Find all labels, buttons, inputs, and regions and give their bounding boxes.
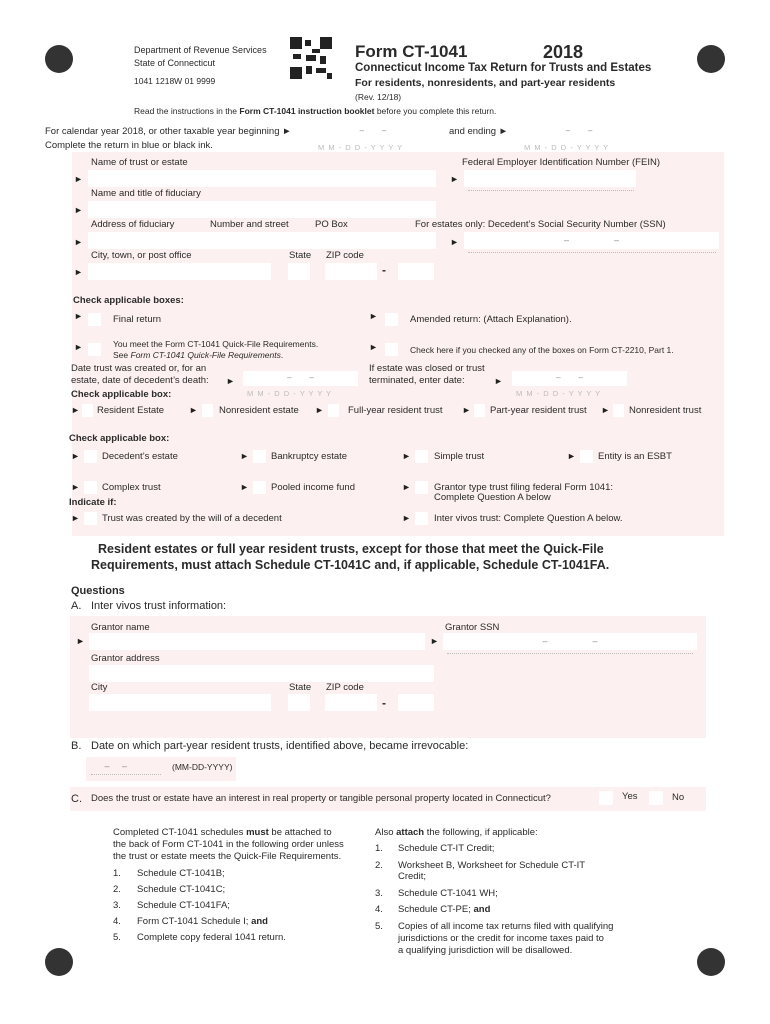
question-c-text: Does the trust or estate have an interest in real property or tangible personal property located in Connecticut?	[91, 793, 551, 804]
attach-left-item: Schedule CT-1041B;	[137, 868, 225, 879]
question-c-letter: C.	[71, 793, 82, 805]
date-created-placeholder: M M - D D - Y Y Y Y	[247, 389, 333, 398]
number-street-label: Number and street	[210, 219, 289, 230]
bankruptcy-estate-checkbox[interactable]	[253, 450, 266, 463]
attach-right-item: Worksheet B, Worksheet for Schedule CT-IT	[398, 860, 586, 871]
date-created-label-2: estate, date of decedent’s death:	[71, 375, 209, 386]
decedents-estate-checkbox[interactable]	[84, 450, 97, 463]
question-c-no-label: No	[672, 792, 685, 803]
calendar-year-label: For calendar year 2018, or other taxable year beginning ►	[45, 126, 292, 137]
registration-mark-top-right	[697, 45, 725, 73]
date-closed-placeholder: M M - D D - Y Y Y Y	[516, 389, 602, 398]
irrevocable-date-dots	[91, 774, 161, 775]
question-a-letter: A.	[71, 600, 82, 612]
arrow-icon: ►	[430, 636, 439, 646]
ssn-label: For estates only: Decedent’s Social Security Number (SSN)	[415, 219, 666, 230]
attach-left-item: Schedule CT-1041C;	[137, 884, 226, 895]
attach-left-num: 1.	[113, 868, 121, 879]
arrow-icon: ►	[240, 482, 249, 492]
pooled-income-label: Pooled income fund	[271, 482, 355, 493]
final-return-label: Final return	[113, 314, 162, 325]
state-input[interactable]	[288, 263, 310, 280]
arrow-icon: ►	[74, 174, 83, 184]
attach-right-item: Schedule CT-1041 WH;	[398, 888, 498, 899]
attach-left-num: 2.	[113, 884, 121, 895]
period-begin-placeholder: M M - D D - Y Y Y Y	[318, 143, 404, 152]
form-subtitle-2: For residents, nonresidents, and part-year residents	[355, 77, 616, 89]
form-subtitle: Connecticut Income Tax Return for Trusts and Estates	[355, 62, 652, 74]
po-box-label: PO Box	[315, 219, 348, 230]
city-label: City, town, or post office	[91, 250, 192, 261]
ssn-input[interactable]: – –	[464, 232, 719, 249]
indicate-if-heading: Indicate if:	[69, 497, 117, 508]
arrow-icon: ►	[369, 342, 378, 352]
final-return-checkbox[interactable]	[88, 313, 101, 326]
registration-mark-top-left	[45, 45, 73, 73]
arrow-icon: ►	[402, 451, 411, 461]
attach-left-item: Schedule CT-1041FA;	[137, 900, 230, 911]
arrow-icon: ►	[601, 405, 610, 415]
attach-right-num: 5.	[375, 921, 383, 932]
grantor-ssn-input[interactable]: – –	[443, 633, 697, 650]
grantor-state-label: State	[289, 682, 312, 693]
dept-name: Department of Revenue Services	[134, 45, 267, 55]
zip-label: ZIP code	[326, 250, 364, 261]
registration-mark-bottom-right	[697, 948, 725, 976]
grantor-zip-dash: -	[382, 696, 386, 710]
quick-file-see: See Form CT-1041 Quick-File Requirements.	[113, 350, 284, 360]
check-box-heading-3: Check applicable box:	[69, 433, 170, 444]
ct2210-label: Check here if you checked any of the boxes on Form CT-2210, Part 1.	[410, 345, 674, 355]
address-input[interactable]	[88, 232, 436, 249]
irrevocable-date-input[interactable]: – –	[104, 761, 128, 771]
nonresident-estate-checkbox[interactable]	[202, 404, 213, 417]
arrow-icon: ►	[240, 451, 249, 461]
pooled-income-checkbox[interactable]	[253, 481, 266, 494]
full-year-trust-checkbox[interactable]	[328, 404, 339, 417]
grantor-city-input[interactable]	[89, 694, 271, 711]
irrevocable-date-format: (MM-DD-YYYY)	[172, 762, 233, 772]
inter-vivos-checkbox[interactable]	[415, 512, 428, 525]
arrow-icon: ►	[76, 636, 85, 646]
attach-right-intro: Also attach the following, if applicable:	[375, 827, 538, 838]
attach-right-item: Schedule CT-PE; and	[398, 904, 491, 915]
arrow-icon: ►	[462, 405, 471, 415]
question-b-text: Date on which part-year resident trusts, identified above, became irrevocable:	[91, 740, 469, 752]
attach-left-num: 5.	[113, 932, 121, 943]
grantor-ssn-dots	[447, 653, 693, 654]
grantor-name-label: Grantor name	[91, 622, 150, 633]
notice-line-1: Resident estates or full year resident trusts, except for those that meet the Quick-File	[98, 542, 604, 556]
date-created-input[interactable]: – –	[243, 371, 358, 386]
fiduciary-input[interactable]	[88, 201, 436, 218]
full-year-trust-label: Full-year resident trust	[348, 405, 443, 416]
attach-left-intro-1: Completed CT-1041 schedules must be attached to	[113, 827, 332, 838]
trust-name-label: Name of trust or estate	[91, 157, 188, 168]
grantor-zip-input[interactable]	[325, 694, 377, 711]
simple-trust-checkbox[interactable]	[415, 450, 428, 463]
arrow-icon: ►	[450, 237, 459, 247]
date-closed-input[interactable]: – –	[512, 371, 627, 386]
complex-trust-checkbox[interactable]	[84, 481, 97, 494]
date-created-label-1: Date trust was created or, for an	[71, 363, 207, 374]
arrow-icon: ►	[71, 451, 80, 461]
nonresident-trust-label: Nonresident trust	[629, 405, 702, 416]
period-ending-label: and ending ►	[449, 126, 509, 137]
grantor-ssn-label: Grantor SSN	[445, 622, 500, 633]
arrow-icon: ►	[369, 311, 378, 321]
ct2210-checkbox[interactable]	[385, 343, 398, 356]
attach-left-intro-2: the back of Form CT-1041 in the following order unless	[113, 839, 344, 850]
attach-left-num: 4.	[113, 916, 121, 927]
esbt-checkbox[interactable]	[580, 450, 593, 463]
quick-file-checkbox[interactable]	[88, 343, 101, 356]
attach-left-item: Form CT-1041 Schedule I; and	[137, 916, 268, 927]
period-end-date[interactable]: – –	[519, 123, 639, 140]
fiduciary-label: Name and title of fiduciary	[91, 188, 201, 199]
form-code: 1041 1218W 01 9999	[134, 76, 216, 86]
arrow-icon: ►	[74, 342, 83, 352]
question-c-no-checkbox[interactable]	[649, 791, 663, 805]
check-boxes-heading: Check applicable boxes:	[73, 295, 184, 306]
attach-left-item: Complete copy federal 1041 return.	[137, 932, 286, 943]
will-trust-label: Trust was created by the will of a decedent	[102, 513, 282, 524]
complex-trust-label: Complex trust	[102, 482, 161, 493]
address-label: Address of fiduciary	[91, 219, 175, 230]
registration-mark-bottom-left	[45, 948, 73, 976]
grantor-zip-label: ZIP code	[326, 682, 364, 693]
arrow-icon: ►	[74, 267, 83, 277]
grantor-type-checkbox[interactable]	[415, 481, 428, 494]
check-box-heading-2: Check applicable box:	[71, 389, 172, 400]
fein-label: Federal Employer Identification Number (FEIN)	[462, 157, 660, 168]
grantor-type-label-1: Grantor type trust filing federal Form 1041:	[434, 482, 613, 493]
form-title: Form CT-1041	[355, 42, 468, 61]
form-year: 2018	[543, 42, 584, 62]
arrow-icon: ►	[71, 482, 80, 492]
decedents-estate-label: Decedent’s estate	[102, 451, 178, 462]
question-a-text: Inter vivos trust information:	[91, 600, 227, 612]
resident-estate-label: Resident Estate	[97, 405, 165, 416]
zip-dash: -	[382, 263, 386, 277]
arrow-icon: ►	[74, 237, 83, 247]
zip-ext-input[interactable]	[398, 263, 434, 280]
bankruptcy-estate-label: Bankruptcy estate	[271, 451, 348, 462]
attach-right-item: Schedule CT-IT Credit;	[398, 843, 495, 854]
date-closed-label-1: If estate was closed or trust	[369, 363, 485, 374]
arrow-icon: ►	[402, 513, 411, 523]
attach-left-intro-3: the trust or estate meets the Quick-File Requirements.	[113, 851, 342, 862]
revision: (Rev. 12/18)	[355, 92, 402, 102]
fein-dots	[468, 190, 634, 191]
esbt-label: Entity is an ESBT	[598, 451, 672, 462]
attach-right-item: Copies of all income tax returns filed with qualifying	[398, 921, 614, 932]
arrow-icon: ►	[74, 205, 83, 215]
state-label: State	[289, 250, 312, 261]
arrow-icon: ►	[315, 405, 324, 415]
instructions-note: Read the instructions in the Form CT-1041 instruction booklet before you complete this return.	[134, 106, 497, 116]
questions-heading: Questions	[71, 585, 125, 597]
grantor-type-label-2: Complete Question A below	[434, 492, 551, 503]
grantor-state-input[interactable]	[288, 694, 310, 711]
grantor-city-label: City	[91, 682, 108, 693]
city-input[interactable]	[88, 263, 271, 280]
trust-name-input[interactable]	[88, 170, 436, 187]
zip-input[interactable]	[325, 263, 377, 280]
attach-right-num: 4.	[375, 904, 383, 915]
nonresident-estate-label: Nonresident estate	[219, 405, 299, 416]
will-trust-checkbox[interactable]	[84, 512, 97, 525]
part-year-trust-checkbox[interactable]	[474, 404, 485, 417]
resident-estate-checkbox[interactable]	[82, 404, 93, 417]
period-end-placeholder: M M - D D - Y Y Y Y	[524, 143, 610, 152]
grantor-name-input[interactable]	[89, 633, 425, 650]
part-year-trust-label: Part-year resident trust	[490, 405, 587, 416]
inter-vivos-label: Inter vivos trust: Complete Question A below.	[434, 513, 623, 524]
arrow-icon: ►	[494, 376, 503, 386]
attach-right-item-cont: a qualifying jurisdiction will be disallowed.	[398, 945, 573, 956]
question-b-letter: B.	[71, 740, 82, 752]
arrow-icon: ►	[226, 376, 235, 386]
arrow-icon: ►	[71, 513, 80, 523]
arrow-icon: ►	[402, 482, 411, 492]
period-begin-date[interactable]: – –	[313, 123, 433, 140]
ink-note: Complete the return in blue or black ink.	[45, 140, 213, 151]
attach-right-num: 2.	[375, 860, 383, 871]
attach-right-item-cont: jurisdictions or the credit for income taxes paid to	[398, 933, 604, 944]
arrow-icon: ►	[71, 405, 80, 415]
amended-return-label: Amended return: (Attach Explanation).	[410, 314, 572, 325]
grantor-address-input[interactable]	[89, 665, 434, 682]
qr-code-icon	[290, 37, 332, 79]
attach-right-num: 3.	[375, 888, 383, 899]
state-name: State of Connecticut	[134, 58, 216, 68]
fein-input[interactable]	[464, 170, 636, 187]
arrow-icon: ►	[450, 174, 459, 184]
arrow-icon: ►	[189, 405, 198, 415]
grantor-zip-ext-input[interactable]	[398, 694, 434, 711]
question-c-yes-label: Yes	[622, 791, 638, 802]
simple-trust-label: Simple trust	[434, 451, 485, 462]
quick-file-label: You meet the Form CT-1041 Quick-File Requirements.	[113, 339, 319, 349]
grantor-address-label: Grantor address	[91, 653, 160, 664]
amended-return-checkbox[interactable]	[385, 313, 398, 326]
ssn-dots	[468, 252, 716, 253]
attach-left-num: 3.	[113, 900, 121, 911]
question-c-yes-checkbox[interactable]	[599, 791, 613, 805]
arrow-icon: ►	[567, 451, 576, 461]
notice-line-2: Requirements, must attach Schedule CT-1041C and, if applicable, Schedule CT-1041FA.	[91, 558, 610, 572]
date-closed-label-2: terminated, enter date:	[369, 375, 465, 386]
nonresident-trust-checkbox[interactable]	[613, 404, 624, 417]
attach-right-num: 1.	[375, 843, 383, 854]
arrow-icon: ►	[74, 311, 83, 321]
attach-right-item-cont: Credit;	[398, 871, 426, 882]
